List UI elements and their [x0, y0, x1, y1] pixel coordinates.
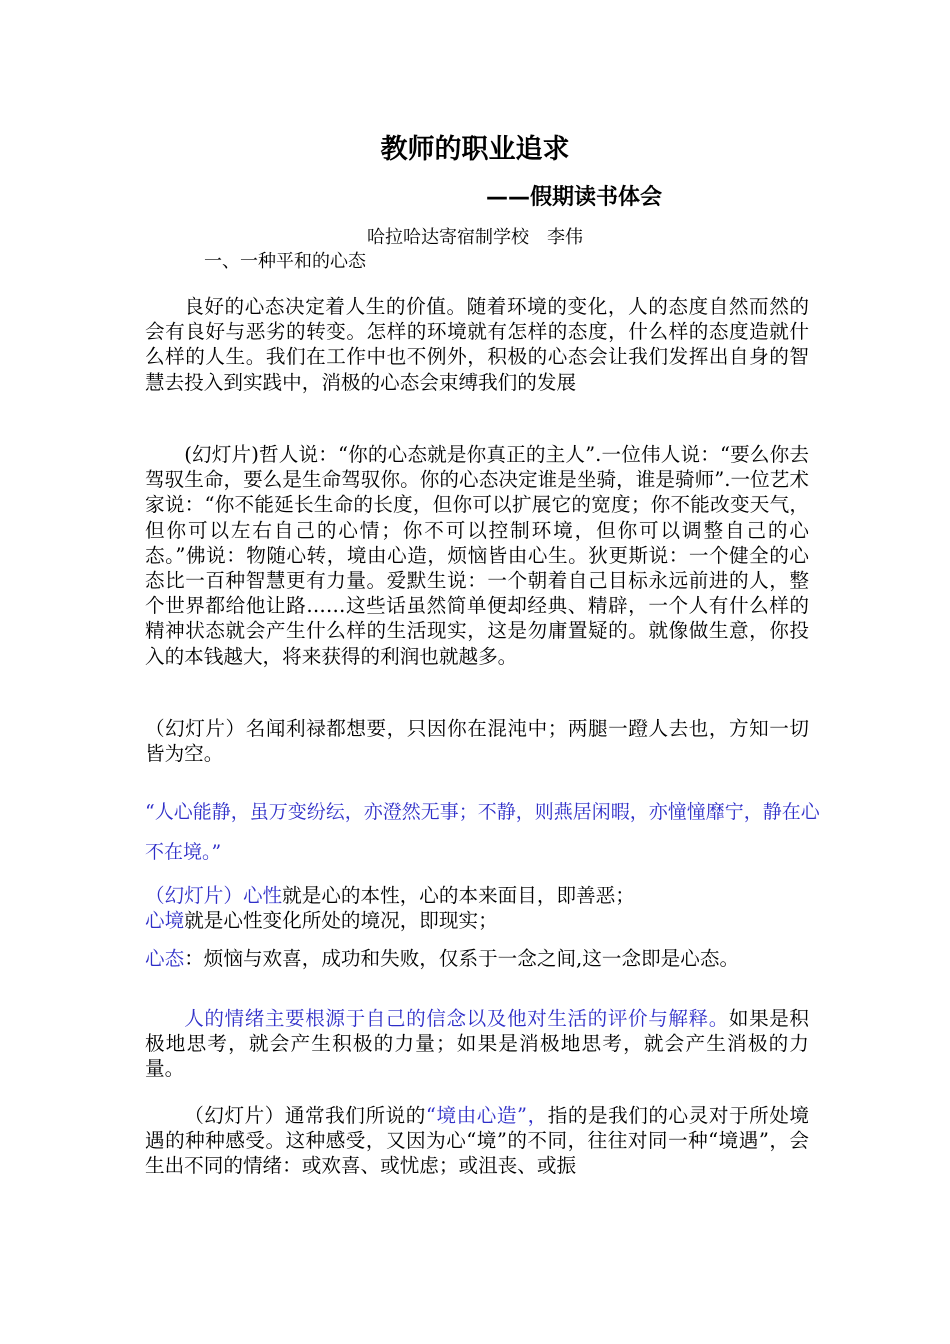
blue-quote: “人心能静，虽万变纷纭，亦澄然无事；不静，则燕居闲暇，亦憧憧靡宁，静在心不在境。” [145, 801, 820, 863]
paragraph-mind-creates [145, 1103, 809, 1179]
document-subtitle: ——假期读书体会 [486, 185, 663, 210]
definition-xintai-text: ：烦恼与欢喜，成功和失败，仅系于一念之间,这一念即是心态。 [184, 947, 740, 970]
term-xinjing: 心境 [145, 909, 185, 932]
paragraph-attitude-value: 良好的心态决定着人生的价值。随着环境的变化，人的态度自然而然的会有良好与恶劣的转变。怎样的环境就有怎样的态度，什么样的态度造就什么样的人生。我们在工作中也不例外，积极的心态会让我们发挥出自身的智慧去投入到实践中，消极的心态会束缚我们的发展 [145, 295, 809, 394]
paragraph-emotions [145, 1006, 809, 1082]
term-xintai: 心态 [145, 947, 185, 970]
definition-xinjing [145, 908, 825, 934]
mind-creates-intro: （幻灯片）通常我们所说的 [184, 1104, 426, 1127]
definition-xinjing-text: 就是心性变化所处的境况，即现实； [184, 909, 498, 932]
definition-xinxing [145, 883, 825, 909]
paragraph-quotes: (幻灯片)哲人说：“你的心态就是你真正的主人”.一位伟人说：“要么你去驾驭生命，要么是生命驾驭你。你的心态决定谁是坐骑，谁是骑师”.一位艺术家说：“你不能延长生命的长度，但你可以扩展它的宽度；你不能改变天气，但你可以左右自己的心情；你不可以控制环境，但你可以调整自己的心态。”佛说：物随心转，境由心造，烦恼皆由心生。狄更斯说：一个健全的心态比一百种智慧更有力量。爱默生说：一个朝着自己目标永远前进的人，整个世界都给他让路……这些话虽然简单便却经典、精辟，一个人有什么样的精神状态就会产生什么样的生活现实，这是勿庸置疑的。就像做生意，你投入的本钱越大，将来获得的利润也就越多。 [145, 443, 809, 668]
document-author: 哈拉哈达寄宿制学校 李伟 [367, 227, 583, 248]
emotions-text: 如果是积极地思考，就会产生积极的力量；如果是消极地思考，就会产生消极的力量。 [145, 1007, 810, 1081]
mind-creates-highlight: “境由心造”， [425, 1104, 548, 1127]
paragraph-fame-fortune: （幻灯片）名闻利禄都想要，只因你在混沌中；两腿一蹬人去也，方知一切皆为空。 [145, 717, 809, 766]
definition-xintai [145, 946, 825, 972]
definition-xinxing-text: 就是心的本性，心的本来面目，即善恶； [282, 884, 635, 907]
term-xinxing: （幻灯片）心性 [145, 884, 283, 907]
section-heading: 一、一种平和的心态 [204, 251, 366, 272]
emotions-highlight: 人的情绪主要根源于自己的信念以及他对生活的评价与解释。 [184, 1007, 729, 1030]
mind-creates-text: 指的是我们的心灵对于所处境遇的种种感受。这种感受，又因为心“境”的不同，往往对同一种“境遇”，会生出不同的情绪：或欢喜、或忧虑；或沮丧、或振 [145, 1104, 809, 1178]
document-title: 教师的职业追求 [380, 134, 570, 165]
